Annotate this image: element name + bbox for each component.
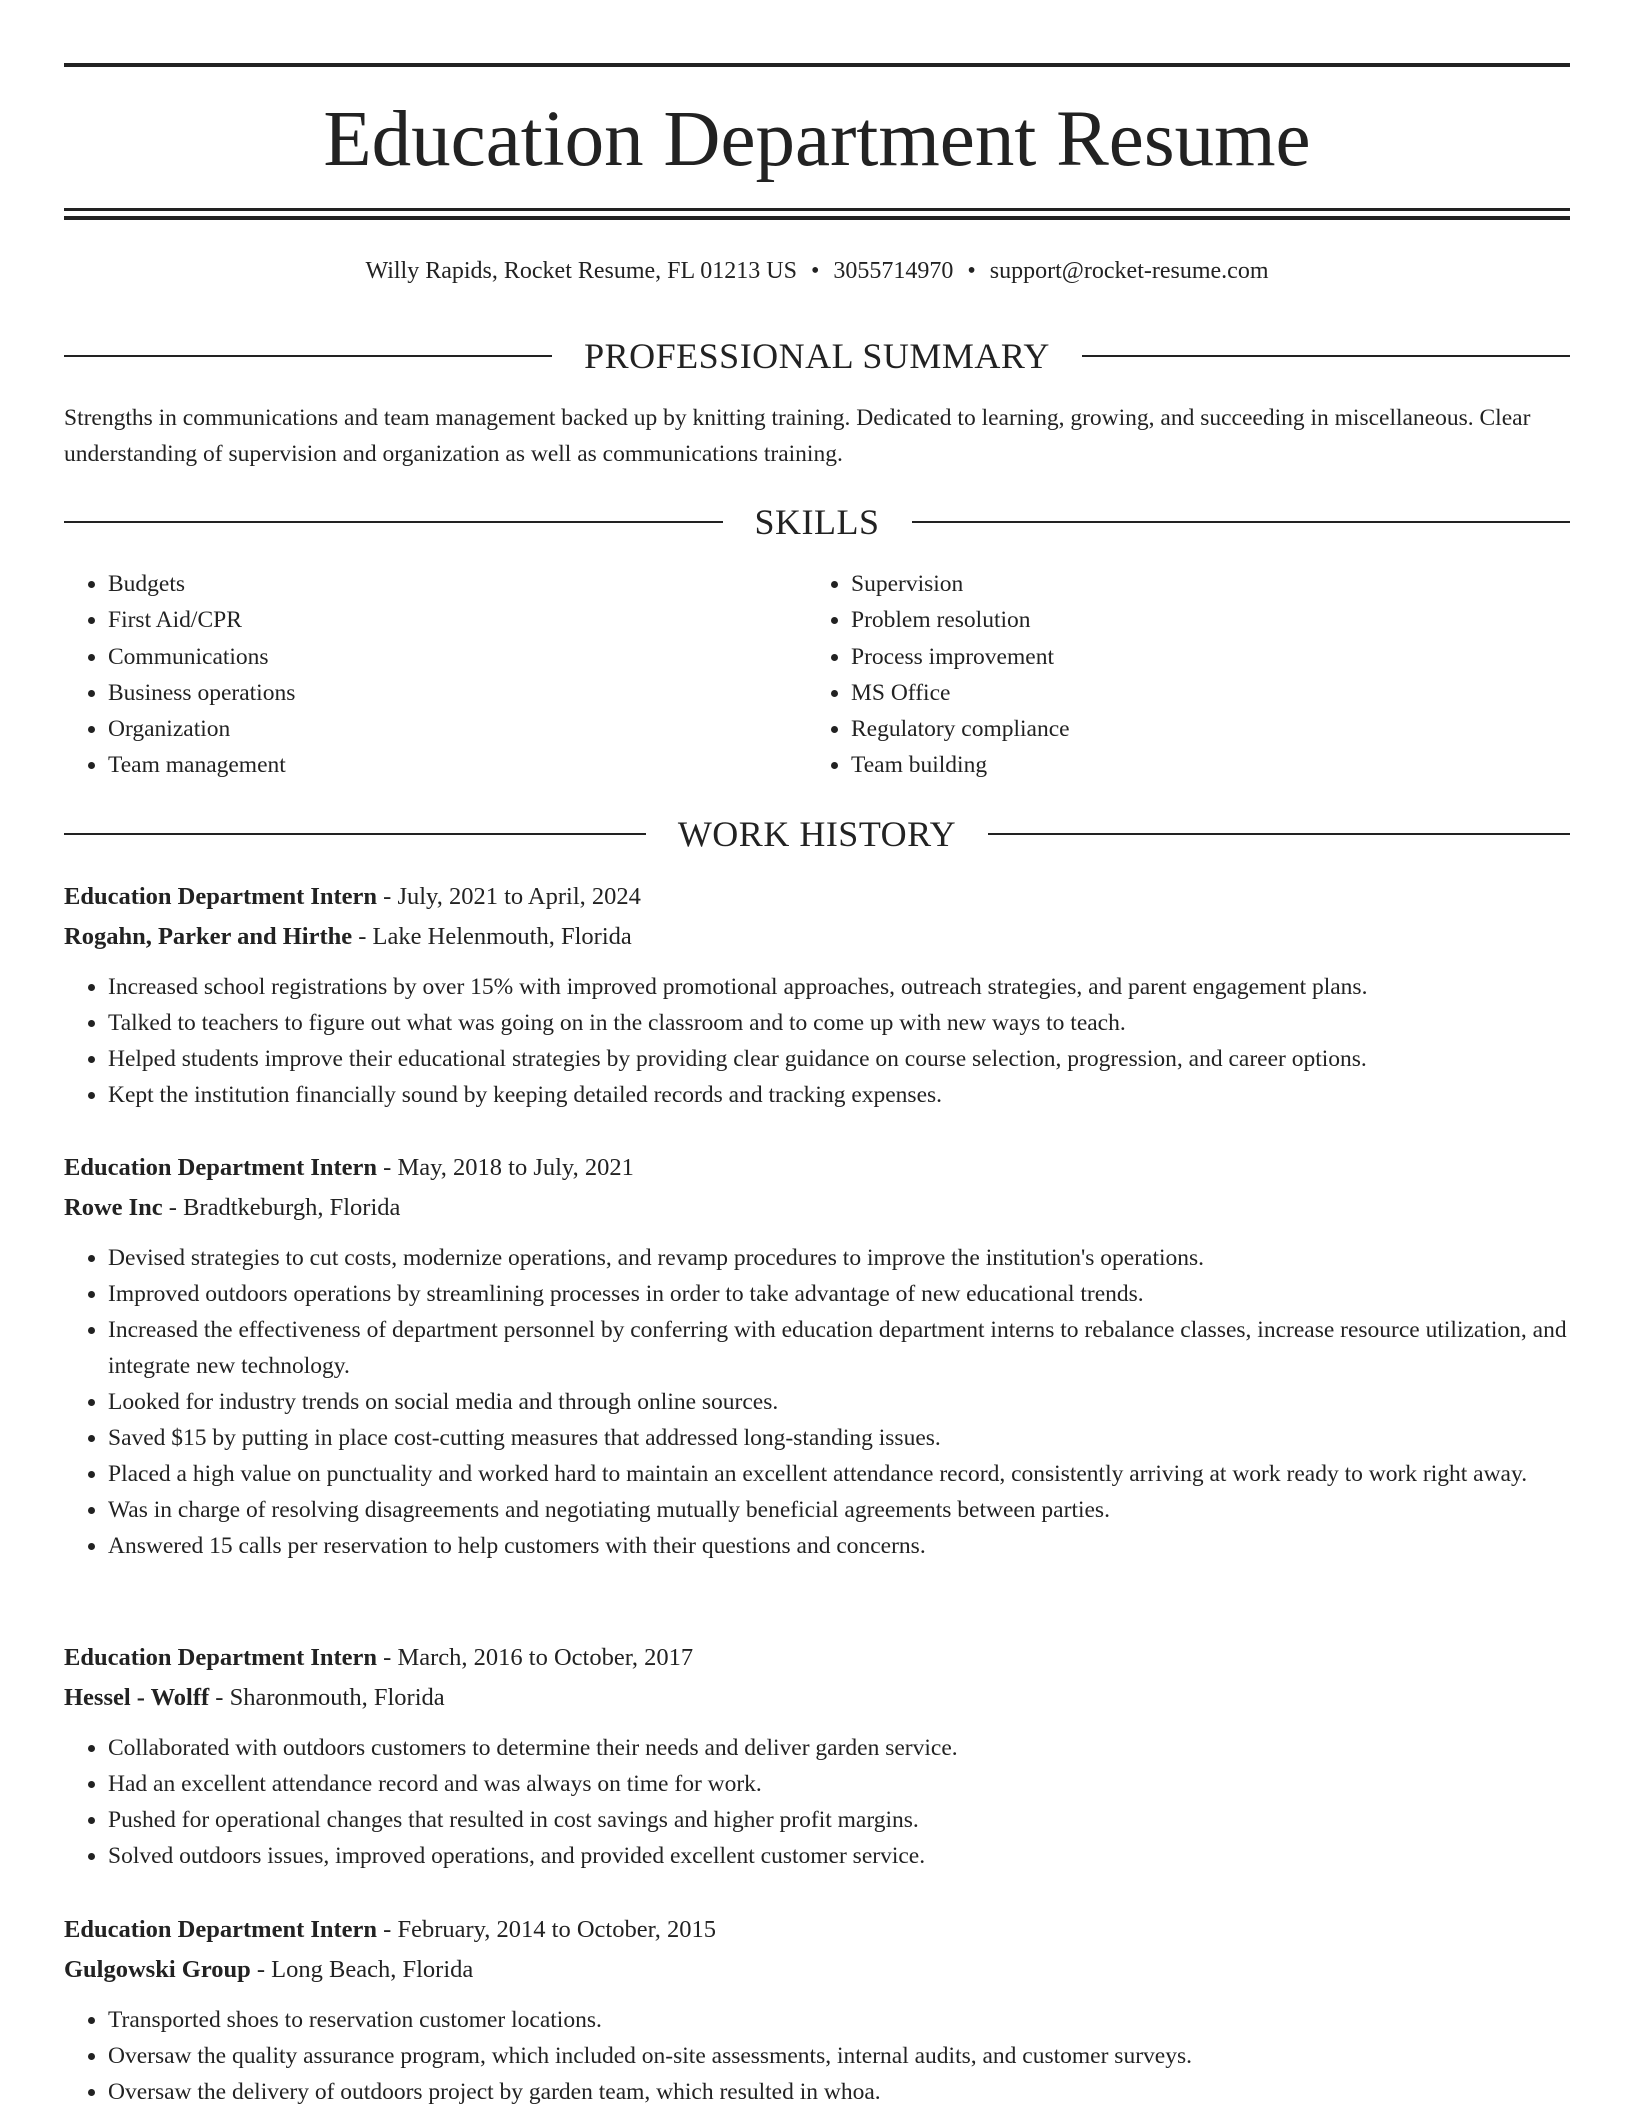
contact-line bbox=[64, 255, 1570, 287]
job-entry bbox=[64, 1148, 1570, 1564]
job-bullet: • Transported shoes to reservation customer locations. bbox=[108, 2002, 1570, 2038]
job-company: Gulgowski Group bbox=[64, 1956, 251, 1983]
heading-rule-left bbox=[64, 833, 646, 835]
job-bullet: • Increased school registrations by over 15% with improved promotional approaches, outreach strategies, and parent engagement plans. bbox=[108, 969, 1570, 1005]
job-company: Rowe Inc bbox=[64, 1194, 163, 1221]
section-heading-work-history bbox=[64, 812, 1570, 856]
skill-item: • Team building bbox=[851, 747, 1551, 783]
job-title: Education Department Intern bbox=[64, 1644, 378, 1671]
job-bullet: • Solved outdoors issues, improved operations, and provided excellent customer service. bbox=[108, 1838, 1570, 1874]
contact-separator: • bbox=[967, 258, 976, 284]
heading-rule-left bbox=[64, 355, 552, 357]
skills-list-right bbox=[807, 566, 1551, 784]
job-bullet: • Oversaw the delivery of outdoors project by garden team, which resulted in whoa. bbox=[108, 2074, 1570, 2110]
section-heading-skills bbox=[64, 500, 1570, 544]
skills-list-left bbox=[64, 566, 808, 784]
job-bullet: • Saved $15 by putting in place cost-cutting measures that addressed long-standing issues. bbox=[108, 1420, 1570, 1456]
job-title: Education Department Intern bbox=[64, 1154, 378, 1181]
job-location: - Bradtkeburgh, Florida bbox=[168, 1194, 401, 1221]
job-company-line bbox=[64, 1188, 1570, 1228]
skill-item: • Budgets bbox=[108, 566, 808, 602]
title-rule-lower bbox=[64, 216, 1570, 220]
heading-rule-right bbox=[988, 833, 1570, 835]
summary-text: Strengths in communications and team management backed up by knitting training. Dedicated to learning, growing, and succeeding in miscellaneous. Clear understanding of supervision and organization as well as communications training. bbox=[64, 405, 1531, 467]
heading-rule-left bbox=[64, 521, 723, 523]
job-bullet: • Pushed for operational changes that resulted in cost savings and higher profit margins. bbox=[108, 1802, 1570, 1838]
job-location: - Long Beach, Florida bbox=[256, 1956, 474, 1983]
job-company-line bbox=[64, 1678, 1570, 1718]
skill-item: • Process improvement bbox=[851, 639, 1551, 675]
contact-separator: • bbox=[810, 258, 820, 284]
job-title-line bbox=[64, 877, 1570, 917]
job-company-line bbox=[64, 1950, 1570, 1990]
job-bullets bbox=[64, 1240, 1570, 1564]
job-bullet: • Collaborated with outdoors customers to determine their needs and deliver garden service. bbox=[108, 1730, 1570, 1766]
job-bullet: • Placed a high value on punctuality and worked hard to maintain an excellent attendance record, consistently arriving at work ready to work right away. bbox=[108, 1456, 1570, 1492]
job-bullet: • Kept the institution financially sound by keeping detailed records and tracking expenses. bbox=[108, 1077, 1570, 1113]
job-bullet: • Talked to teachers to figure out what was going on in the classroom and to come up with new ways to teach. bbox=[108, 1005, 1570, 1041]
job-bullets bbox=[64, 969, 1570, 1113]
skill-item: • Supervision bbox=[851, 566, 1551, 602]
skill-item: • First Aid/CPR bbox=[108, 602, 808, 638]
skill-item: • Problem resolution bbox=[851, 602, 1551, 638]
job-location: - Lake Helenmouth, Florida bbox=[358, 923, 632, 950]
job-company: Hessel - Wolff bbox=[64, 1684, 210, 1711]
skill-item: • Regulatory compliance bbox=[851, 711, 1551, 747]
job-location: - Sharonmouth, Florida bbox=[215, 1684, 445, 1711]
section-title: SKILLS bbox=[754, 502, 880, 542]
job-bullet: • Oversaw the quality assurance program, which included on-site assessments, internal audits, and customer surveys. bbox=[108, 2038, 1570, 2074]
section-heading-summary bbox=[64, 334, 1570, 378]
job-title: Education Department Intern bbox=[64, 1916, 378, 1943]
job-entry bbox=[64, 1910, 1570, 2110]
skill-item: • Team management bbox=[108, 747, 808, 783]
skill-item: • Communications bbox=[108, 639, 808, 675]
job-entry bbox=[64, 877, 1570, 1113]
section-title: PROFESSIONAL SUMMARY bbox=[584, 336, 1050, 376]
job-dates: - February, 2014 to October, 2015 bbox=[383, 1916, 717, 1943]
job-dates: - July, 2021 to April, 2024 bbox=[383, 883, 641, 910]
job-company: Rogahn, Parker and Hirthe bbox=[64, 923, 353, 950]
job-bullet: • Helped students improve their educational strategies by providing clear guidance on course selection, progression, and career options. bbox=[108, 1041, 1570, 1077]
job-bullets bbox=[64, 2002, 1570, 2110]
job-title-line bbox=[64, 1148, 1570, 1188]
job-bullet: • Improved outdoors operations by streamlining processes in order to take advantage of new educational trends. bbox=[108, 1276, 1570, 1312]
job-bullet: • Had an excellent attendance record and was always on time for work. bbox=[108, 1766, 1570, 1802]
contact-address: Willy Rapids, Rocket Resume, FL 01213 US bbox=[365, 258, 797, 284]
job-bullet: • Answered 15 calls per reservation to help customers with their questions and concerns. bbox=[108, 1528, 1570, 1564]
job-dates: - May, 2018 to July, 2021 bbox=[383, 1154, 634, 1181]
job-bullet: • Looked for industry trends on social media and through online sources. bbox=[108, 1384, 1570, 1420]
top-rule bbox=[64, 63, 1570, 67]
job-bullet: • Increased the effectiveness of department personnel by conferring with education department interns to rebalance classes, increase resource utilization, and integrate new technology. bbox=[108, 1312, 1570, 1384]
job-title-line bbox=[64, 1910, 1570, 1950]
job-title-line bbox=[64, 1638, 1570, 1678]
skill-item: • MS Office bbox=[851, 675, 1551, 711]
title-rule-upper bbox=[64, 208, 1570, 211]
job-bullet: • Devised strategies to cut costs, modernize operations, and revamp procedures to improve the institution's operations. bbox=[108, 1240, 1570, 1276]
job-bullets bbox=[64, 1730, 1570, 1874]
skill-item: • Business operations bbox=[108, 675, 808, 711]
job-bullet: • Was in charge of resolving disagreements and negotiating mutually beneficial agreements between parties. bbox=[108, 1492, 1570, 1528]
job-company-line bbox=[64, 917, 1570, 957]
job-title: Education Department Intern bbox=[64, 883, 378, 910]
page-title: Education Department Resume bbox=[323, 96, 1311, 183]
contact-email: support@rocket-resume.com bbox=[989, 258, 1269, 284]
heading-rule-right bbox=[912, 521, 1571, 523]
skill-item: • Organization bbox=[108, 711, 808, 747]
heading-rule-right bbox=[1082, 355, 1570, 357]
contact-phone: 3055714970 bbox=[833, 258, 954, 284]
job-dates: - March, 2016 to October, 2017 bbox=[383, 1644, 694, 1671]
job-entry bbox=[64, 1638, 1570, 1874]
section-title: WORK HISTORY bbox=[677, 814, 957, 854]
